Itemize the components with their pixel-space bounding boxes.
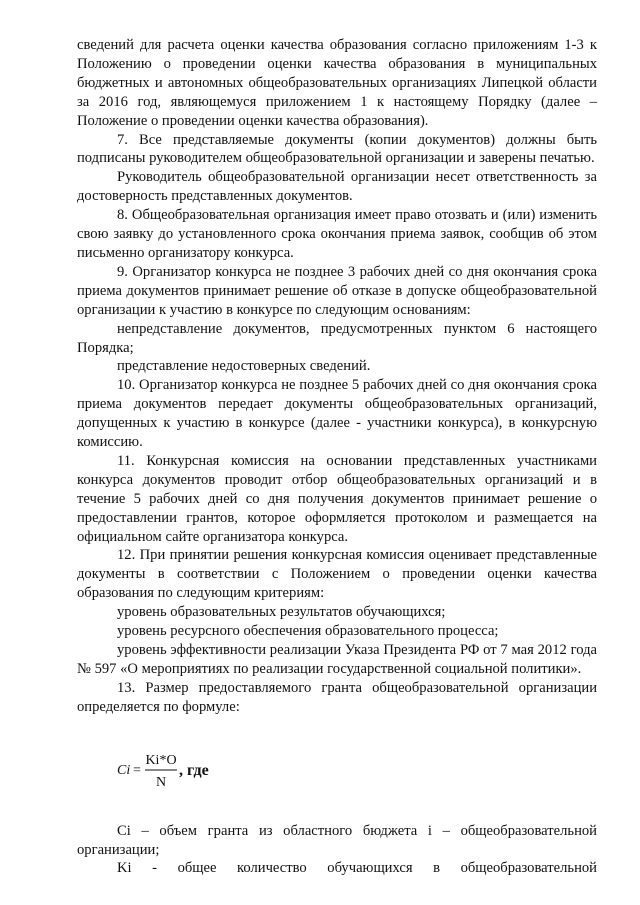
paragraph-9-ground-1: непредставление документов, предусмотренных пунктом 6 настоящего Порядка;: [77, 320, 597, 356]
grant-formula: [117, 748, 597, 792]
paragraph-10: 10. Организатор конкурса не позднее 5 рабочих дней со дня окончания срока приема документов передает документы общеобразовательных организаций, допущенных к участию в конкурсе (далее - участники конкурса), в конкурсную комиссию.: [77, 377, 597, 451]
document-page: [77, 36, 597, 878]
criterion-3: уровень эффективности реализации Указа Президента РФ от 7 мая 2012 года № 597 «О мероприятиях по реализации государственной социальной политики».: [77, 642, 597, 677]
formula-equals: =: [133, 762, 141, 778]
formula-lhs: Ci: [117, 762, 131, 778]
criterion-1: уровень образовательных результатов обучающихся;: [117, 604, 446, 621]
paragraph-9-ground-2: представление недостоверных сведений.: [117, 358, 371, 375]
criterion-2: уровень ресурсного обеспечения образовательного процесса;: [117, 623, 499, 640]
formula-numerator: Ki*O: [145, 752, 177, 768]
formula-denominator: N: [155, 774, 167, 790]
definition-ki: Ki - общее количество обучающихся в общеобразовательной: [117, 860, 597, 877]
paragraph-1: сведений для расчета оценки качества образования согласно приложениям 1-3 к Положению о проведении оценки качества образования в муниципальных бюджетных и автономных общеобразовательных организациях Липецкой области за 2016 год, являющемуся приложением 1 к настоящему Порядку (далее – Положение о проведении оценки качества образования).: [77, 37, 597, 129]
paragraph-7: 7. Все представляемые документы (копии документов) должны быть подписаны руководителем общеобразовательной организации и заверены печатью.: [77, 131, 597, 167]
paragraph-8: 8. Общеобразовательная организация имеет право отозвать и (или) изменить свою заявку до установленного срока окончания приема заявок, сообщив об этом письменно организатору конкурса.: [77, 207, 597, 261]
paragraph-12: 12. При принятии решения конкурсная комиссия оценивает представленные документы в соответствии с Положением о проведении оценки качества образования по следующим критериям:: [77, 547, 597, 602]
paragraph-responsibility: Руководитель общеобразовательной организации несет ответственность за достоверность представленных документов.: [77, 169, 597, 205]
paragraph-11: 11. Конкурсная комиссия на основании представленных участниками конкурса документов проводит отбор общеобразовательных организаций и в течение 5 рабочих дней со дня получения документов принимает решение о предоставлении грантов, которое оформляется протоколом и размещается на официальном сайте организатора конкурса.: [77, 452, 597, 545]
formula-suffix: , где: [179, 761, 209, 779]
paragraph-9: 9. Организатор конкурса не позднее 3 рабочих дней со дня окончания срока приема документов принимает решение об отказе в допуске общеобразовательной организации к участию в конкурсе по следующим основаниям:: [77, 263, 597, 318]
paragraph-13: 13. Размер предоставляемого гранта общеобразовательной организации определяется по формуле:: [77, 679, 597, 715]
definition-ci: Ci – объем гранта из областного бюджета i – общеобразовательной организации;: [77, 822, 597, 858]
